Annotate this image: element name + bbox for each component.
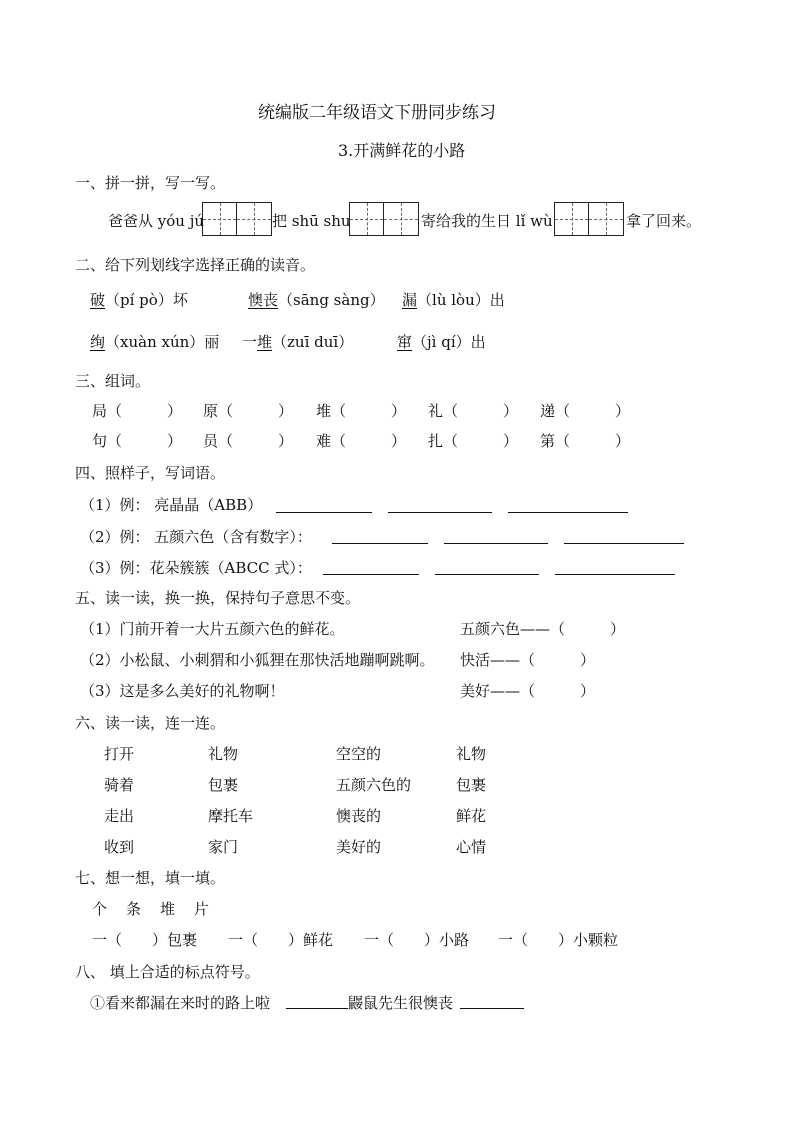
underlined-char: 破: [90, 291, 106, 309]
pinyin-options: （zuī duī）: [272, 333, 354, 351]
pronunciation-item: [242, 331, 353, 352]
match-word[interactable]: 空空的: [336, 745, 382, 763]
match-word[interactable]: 包裹: [456, 776, 487, 794]
underlined-char: 绚: [90, 333, 106, 351]
s5-sentence-3: （3）这是多么美好的礼物啊！: [80, 682, 285, 700]
word-group-item[interactable]: 员（ ）: [203, 432, 294, 450]
match-word[interactable]: 鲜花: [456, 807, 487, 825]
section-4-heading: 四、照样子，写词语。: [75, 464, 226, 482]
match-word[interactable]: 五颜六色的: [336, 776, 412, 794]
s5-answer-2[interactable]: 快活——（ ）: [460, 651, 596, 669]
fill-item[interactable]: 一（ ）包裹: [92, 931, 198, 949]
match-word[interactable]: 懊丧的: [336, 807, 382, 825]
section-6-heading: 六、读一读，连一连。: [75, 714, 226, 732]
section-5-heading: 五、读一读，换一换，保持句子意思不变。: [75, 589, 361, 607]
page-title: 统编版二年级语文下册同步练习: [258, 103, 496, 123]
page-subtitle: 3.开满鲜花的小路: [338, 141, 466, 160]
s1-text-3: 寄给我的生日 lǐ wù: [421, 212, 553, 230]
fill-item[interactable]: 一（ ）小路: [364, 931, 470, 949]
s4-example-2: （2）例： 五颜六色（含有数字）：: [80, 528, 312, 546]
section-3-heading: 三、组词。: [75, 372, 151, 390]
word-group-item[interactable]: 第（ ）: [540, 432, 631, 450]
match-word[interactable]: 走出: [104, 807, 135, 825]
measure-words: 个 条 堆 片: [92, 900, 212, 918]
answer-blank[interactable]: [564, 543, 684, 544]
word-group-item[interactable]: 原（ ）: [203, 402, 294, 420]
answer-blank[interactable]: [323, 574, 419, 575]
writing-grid-youju[interactable]: [202, 202, 272, 236]
pinyin-options: （lù lòu）出: [417, 291, 505, 309]
underlined-char: 窜: [397, 333, 413, 351]
fill-item[interactable]: 一（ ）小颗粒: [498, 931, 619, 949]
pinyin-options: （sāng sàng）: [278, 291, 385, 309]
word-group-item[interactable]: 礼（ ）: [428, 402, 519, 420]
match-word[interactable]: 礼物: [456, 745, 487, 763]
match-word[interactable]: 家门: [208, 838, 239, 856]
match-word[interactable]: 骑着: [104, 776, 135, 794]
section-2-heading: 二、给下列划线字选择正确的读音。: [75, 256, 316, 274]
fill-item[interactable]: 一（ ）鲜花: [228, 931, 334, 949]
s8-text-2: 鼹鼠先生很懊丧: [348, 994, 454, 1012]
match-word[interactable]: 收到: [104, 838, 135, 856]
writing-grid-shushu[interactable]: [349, 202, 419, 236]
word-group-item[interactable]: 递（ ）: [540, 402, 631, 420]
s4-example-1: （1）例： 亮晶晶（ABB）: [80, 496, 263, 514]
section-7-heading: 七、想一想，填一填。: [75, 869, 226, 887]
pronunciation-item: [402, 289, 505, 310]
match-word[interactable]: 摩托车: [208, 807, 254, 825]
pronunciation-item: [90, 289, 188, 310]
s1-text-4: 拿了回来。: [626, 212, 702, 230]
answer-blank[interactable]: [388, 512, 492, 513]
underlined-char: 漏: [402, 291, 418, 309]
answer-blank[interactable]: [508, 512, 628, 513]
s5-answer-1[interactable]: 五颜六色——（ ）: [460, 620, 626, 638]
match-word[interactable]: 美好的: [336, 838, 382, 856]
writing-grid-liwu[interactable]: [554, 202, 624, 236]
punctuation-blank[interactable]: [460, 1008, 524, 1009]
pinyin-options: （pí pò）坏: [105, 291, 188, 309]
answer-blank[interactable]: [435, 574, 539, 575]
word-group-item[interactable]: 堆（ ）: [316, 402, 407, 420]
s1-text-1: 爸爸从 yóu jú: [108, 212, 205, 230]
answer-blank[interactable]: [276, 512, 372, 513]
s5-sentence-2: （2）小松鼠、小刺猬和小狐狸在那快活地蹦啊跳啊。: [80, 651, 435, 669]
answer-blank[interactable]: [555, 574, 675, 575]
underlined-char: 懊丧: [248, 291, 279, 309]
pinyin-options: （xuàn xún）丽: [105, 333, 220, 351]
match-word[interactable]: 心情: [456, 838, 487, 856]
word-group-item[interactable]: 扎（ ）: [428, 432, 519, 450]
s5-answer-3[interactable]: 美好——（ ）: [460, 682, 596, 700]
match-word[interactable]: 礼物: [208, 745, 239, 763]
match-word[interactable]: 打开: [104, 745, 135, 763]
pronunciation-item: [90, 331, 219, 352]
section-1-heading: 一、拼一拼，写一写。: [75, 174, 226, 192]
s5-sentence-1: （1）门前开着一大片五颜六色的鲜花。: [80, 620, 345, 638]
underlined-char: 堆: [257, 333, 273, 351]
match-word[interactable]: 包裹: [208, 776, 239, 794]
pinyin-options: （jì qí）出: [412, 333, 486, 351]
pronunciation-item: [248, 289, 385, 310]
s8-text-1: ①看来都漏在来时的路上啦: [90, 994, 271, 1012]
answer-blank[interactable]: [332, 543, 428, 544]
answer-blank[interactable]: [444, 543, 548, 544]
punctuation-blank[interactable]: [286, 1008, 348, 1009]
s4-example-3: （3）例：花朵簇簇（ABCC 式）：: [80, 559, 312, 577]
word-group-item[interactable]: 局（ ）: [92, 402, 183, 420]
s1-text-2: 把 shū shu: [272, 212, 351, 230]
prefix-char: 一: [242, 333, 258, 351]
word-group-item[interactable]: 句（ ）: [92, 432, 183, 450]
section-8-heading: 八、 填上合适的标点符号。: [75, 963, 260, 981]
word-group-item[interactable]: 难（ ）: [316, 432, 407, 450]
pronunciation-item: [397, 331, 486, 352]
